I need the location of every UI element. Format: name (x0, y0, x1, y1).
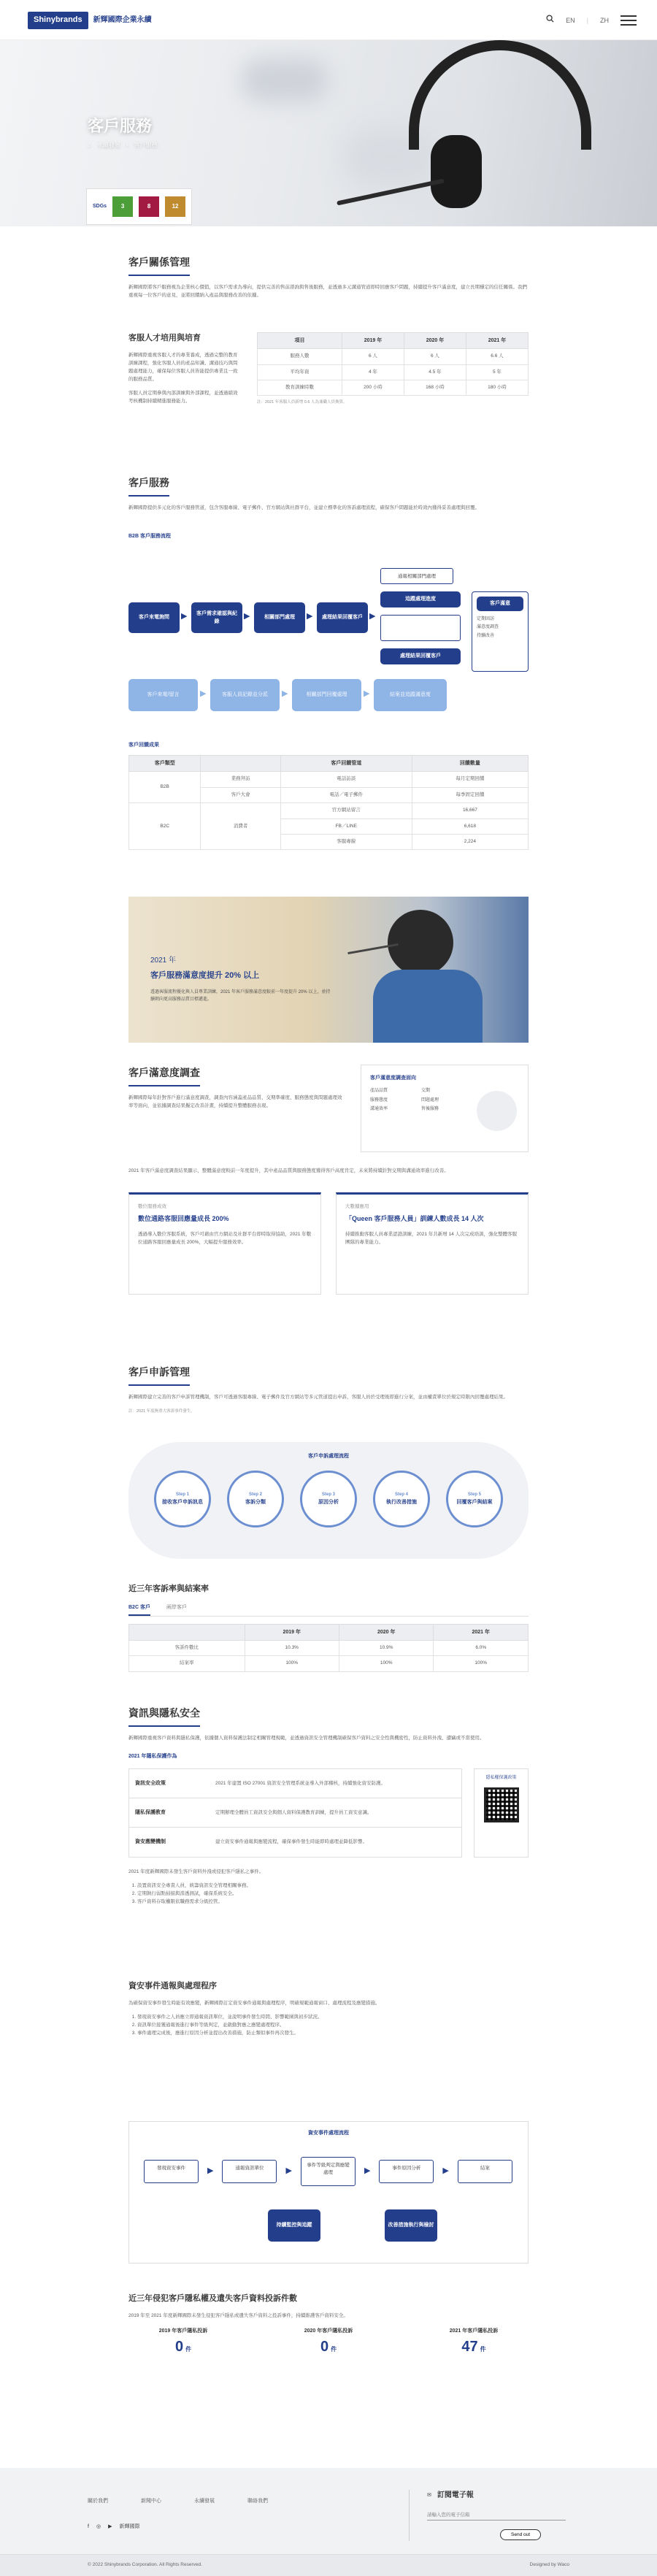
training-table (257, 332, 529, 396)
section-body: 新輝國際提供多元化的客戶服務管道，包含客服專線、電子郵件、官方網站與社群平台，並建立標準化的客訴處理流程，確保客戶問題能於時效內獲得妥善處理與回覆。 (128, 505, 480, 511)
section-title: 客戶滿意度調查 (128, 1065, 200, 1086)
table-header: 2019 年 (245, 1624, 339, 1640)
table-row: 教育訓練時數 200 小時 168 小時 180 小時 (258, 380, 529, 395)
flow-branch-box (380, 615, 461, 641)
list-item: 2. 定期執行弱點掃描與滲透測試，確保系統安全。 (137, 1890, 529, 1898)
flow-step-light: 結案並追蹤滿意度 (374, 679, 447, 711)
section-relations (128, 254, 529, 299)
flow-title: 客戶申訴處理流程 (308, 1454, 349, 1459)
social-label: 新輝國際 (119, 2524, 140, 2529)
incident-step: 通報資訊單位 (222, 2160, 277, 2183)
footer-link[interactable]: 新聞中心 (141, 2499, 161, 2504)
table-row: 平均年資 4 年 4.5 年 5 年 (258, 364, 529, 380)
incident-step: 事件等級判定與應變處理 (301, 2157, 356, 2186)
section-body: 為確保資安事件發生時能有效應變，新輝國際訂定資安事件通報與處理程序，明確規範通報窗口、處理流程及應變措施。 (128, 2000, 380, 2006)
incident-step: 持續監控與追蹤 (268, 2209, 320, 2242)
stat-card (336, 1192, 529, 1295)
flow-result-item: 定期回訪 (477, 617, 495, 621)
complaint-step: Step 5 回覆客戶與結案 (446, 1471, 503, 1527)
flow-result-box (472, 591, 529, 672)
card-title: 客戶滿意度調查面向 (370, 1076, 416, 1081)
hamburger-icon[interactable] (620, 15, 637, 26)
privacy-tag: 2021 年隱私保護作為 (128, 1754, 177, 1760)
qr-code-icon[interactable] (484, 1787, 519, 1822)
service-flow-diagram: 客戶來電詢問 ▶ 客戶需求確認與紀錄 ▶ 相關部門處理 ▶ 處理結果回覆客戶 ▶ 通報相關部門處理 追蹤處理進度 處理結果回覆客戶 客戶滿意 定期回訪 滿意度調查 持續改善 客戶來電/留言 ▶ 客服人員記錄並分派 ▶ 相關部門回覆處理 ▶ 結案並追蹤滿意度 (128, 562, 529, 723)
footer-link[interactable]: 聯絡我們 (247, 2499, 268, 2504)
table-row: B2B 業務拜訪 電話訪談 每月定期回饋 (129, 772, 529, 787)
table-row: 結案率 100% 100% 100% (129, 1656, 529, 1671)
complaint-flow (128, 1442, 529, 1559)
flow-branch: 通報相關部門處理 (380, 568, 453, 584)
lang-zh-link[interactable]: ZH (600, 16, 609, 24)
table-header: 2019 年 (342, 333, 404, 349)
subsection-title: 近三年客訴率與結案率 (128, 1584, 209, 1593)
facebook-icon[interactable]: f (88, 2524, 89, 2529)
survey-item: 交期 (421, 1089, 431, 1094)
table-header: 回饋數量 (412, 756, 528, 772)
sdg-3-icon: 3 (112, 196, 133, 217)
subsection-title: 近三年侵犯客戶隱私權及遺失客戶資料投訴件數 (128, 2294, 297, 2303)
subsection-title: 客服人才培用與培育 (128, 334, 201, 342)
section-incident (128, 1980, 529, 2037)
list-item: 3. 事件處理完成後，應進行原因分析並提出改善措施，防止類似事件再次發生。 (137, 2029, 529, 2037)
brand-logo-zh: 新輝國際企業永續 (93, 15, 152, 24)
sdg-12-icon: 12 (165, 196, 185, 217)
flow-tag: B2B 客戶服務流程 (128, 534, 171, 540)
section-body: 新輝國際建立完善的客戶申訴管理機制，客戶可透過客服專線、電子郵件及官方網站等多元管道提出申訴，客服人員於受理後即進行分案，並由權責單位於規定時限內回覆處理結果。 (128, 1395, 508, 1400)
youtube-icon[interactable]: ▶ (108, 2524, 112, 2529)
stat-item: 2019 年客戶隱私投訴 0 件 (158, 2328, 208, 2355)
banner-body: 透過客服流程優化與人員專業訓練，2021 年客戶服務滿意度較前一年度提升 20% 以上，並持續朝向更高服務品質目標邁進。 (150, 989, 331, 1002)
footer (0, 2468, 657, 2576)
sdg-badges (86, 188, 192, 225)
list-item: 1. 設置資訊安全專責人員，統籌資訊安全管理相關事務。 (137, 1882, 529, 1890)
copyright: © 2022 Shinybrands Corporation. All Rights Reserved. (88, 2562, 202, 2567)
satisfaction-body-2: 2021 年客戶滿意度調查結果顯示，整體滿意度較前一年度提升，其中產品品質與服務態度獲得客戶高度肯定，未來將持續針對交期與溝通效率進行改善。 (128, 1168, 449, 1173)
stat-tag: 大數據應用 (345, 1204, 369, 1210)
stat-body: 持續推動客服人員專業認證訓練，2021 年共新增 14 人次完成培訓，強化整體客服團隊的專業能力。 (345, 1231, 518, 1245)
section-title: 客戶服務 (128, 475, 169, 497)
incident-step: 結案 (458, 2160, 512, 2183)
sdg-8-icon: 8 (139, 196, 159, 217)
survey-item: 問題處理 (421, 1097, 439, 1103)
list-item: 2. 資訊單位接獲通報後進行事件等級判定，並啟動對應之應變處理程序。 (137, 2021, 529, 2029)
flow-branch: 追蹤處理進度 (380, 591, 461, 607)
sdg-label: SDGs (93, 204, 107, 210)
headset-illustration (409, 40, 591, 150)
privacy-row: 隱私保護教育 定期辦理全體員工資訊安全與個人資料保護教育訓練，提升員工資安意識。 (129, 1798, 461, 1828)
section-complaint-stats (128, 1583, 529, 1672)
stat-item: 2020 年客戶隱私投訴 0 件 (304, 2328, 353, 2355)
tab-b2c[interactable]: B2C 客戶 (128, 1603, 150, 1616)
table-header: 2020 年 (404, 333, 466, 349)
survey-card (361, 1065, 529, 1152)
breadcrumb-item[interactable]: 永續發展 (96, 142, 120, 148)
section-title: 客戶關係管理 (128, 254, 190, 276)
flow-step: 客戶來電詢問 (128, 602, 180, 633)
complaint-step: Step 2 客訴分類 (227, 1471, 284, 1527)
section-note: 註：2021 年度無重大客訴事件發生。 (128, 1409, 195, 1414)
lang-divider: | (586, 16, 588, 24)
flow-step-light: 客服人員記錄並分派 (210, 679, 280, 711)
subscribe-title: 訂閱電子報 (437, 2491, 474, 2499)
privacy-qr-card (474, 1768, 529, 1858)
section-satisfaction (128, 1065, 529, 1295)
complaint-step: Step 4 執行改善措施 (373, 1471, 430, 1527)
table-header: 2020 年 (339, 1624, 434, 1640)
breadcrumb: ⌂ 永續發展 › 客戶服務 (88, 141, 158, 150)
stat-item: 2021 年客戶隱私投訴 47 件 (449, 2328, 499, 2355)
table-header: 2021 年 (434, 1624, 529, 1640)
tab-cross-strait[interactable]: 兩岸客戶 (166, 1604, 187, 1610)
survey-item: 服務態度 (370, 1097, 388, 1103)
section-title: 資訊與隱私安全 (128, 1705, 200, 1727)
table-row: 客訴件數比 10.3% 10.9% 6.0% (129, 1640, 529, 1655)
survey-item: 產品品質 (370, 1089, 388, 1094)
incident-list (137, 2013, 529, 2037)
table-row: 客戶大會 電話／電子郵件 每季固定回饋 (129, 787, 529, 802)
complaint-stats-table (128, 1624, 529, 1672)
table-row: 客服專線 2,224 (129, 834, 529, 849)
list-item: 3. 客戶資料存取權限依職務需求分級控管。 (137, 1898, 529, 1906)
achievement-banner (128, 897, 529, 1043)
privacy-list (137, 1882, 529, 1906)
flow-title: 資安事件處理流程 (308, 2131, 349, 2136)
incident-step: 改善措施執行與檢討 (385, 2209, 437, 2242)
banner-year: 2021 年 (150, 957, 177, 965)
lang-en-link[interactable]: EN (566, 16, 575, 24)
survey-item: 售後服務 (421, 1107, 439, 1112)
footer-link[interactable]: 永續發展 (194, 2499, 215, 2504)
table-header: 客戶類型 (129, 756, 201, 772)
brand-logo[interactable] (28, 12, 152, 29)
channels-table (128, 755, 529, 850)
search-icon[interactable] (546, 15, 554, 26)
table-row: 服務人數 6 人 6 人 6.6 人 (258, 349, 529, 364)
table-header: 客戶回饋管道 (280, 756, 412, 772)
section-body: 新輝國際重視客戶資料與隱私保護，依據個人資料保護法制定相關管理規範，並透過資訊安全管理機制確保客戶資料之安全性與機密性，防止資料外洩、遭竊或不當使用。 (128, 1736, 485, 1741)
section-body: 2019 年至 2021 年度新輝國際未發生侵犯客戶隱私或遺失客戶資料之投訴事件，持續維護客戶資料安全。 (128, 2312, 348, 2318)
section-service (128, 475, 529, 541)
instagram-icon[interactable]: ◎ (96, 2524, 101, 2529)
flow-result-title: 客戶滿意 (477, 597, 523, 611)
privacy-row: 資訊安全政策 2021 年建置 ISO 27001 資訊安全管理系統並導入外部稽核，持續強化資安防護。 (129, 1769, 461, 1798)
mail-icon: ✉ (427, 2493, 431, 2499)
survey-icon (477, 1091, 517, 1131)
section-privacy (128, 1705, 529, 1906)
flow-step-light: 相關部門回覆處理 (292, 679, 361, 711)
section-channels (128, 741, 529, 850)
section-complaint (128, 1364, 529, 1415)
stat-body: 透過導入數位客服系統，客戶可藉由官方網站及社群平台即時取得協助，2021 年數位通路客服回應量成長 200%，大幅提升服務效率。 (138, 1231, 312, 1245)
flow-step: 處理結果回覆客戶 (380, 648, 461, 664)
section-training (128, 332, 529, 406)
qr-label: 隱私權保護政策 (485, 1775, 517, 1780)
section-privacy-stats (128, 2293, 529, 2358)
email-field[interactable] (427, 2510, 566, 2521)
section-title: 客戶申訴管理 (128, 1364, 190, 1386)
incident-step: 發現資安事件 (144, 2160, 199, 2183)
table-header: 項目 (258, 333, 342, 349)
complaint-step: Step 1 接收客戶申訴訊息 (154, 1471, 211, 1527)
privacy-measures (128, 1768, 462, 1858)
table-row: B2C 消費者 官方網站留言 16,667 (129, 803, 529, 819)
list-item: 1. 發現資安事件之人員應立即通報資訊單位，並說明事件發生時間、影響範圍與初步狀況。 (137, 2013, 529, 2021)
stat-tag: 數位服務成效 (138, 1204, 166, 1210)
privacy-body-2: 2021 年度新輝國際未發生客戶資料外洩或侵犯客戶隱私之事件。 (128, 1868, 264, 1874)
subsection-title: 資安事件通報與處理程序 (128, 1982, 217, 1990)
breadcrumb-item: 客戶服務 (134, 142, 158, 148)
table-row: FB／LINE 6,618 (129, 819, 529, 834)
flow-step: 相關部門處理 (254, 602, 305, 633)
page-title: 客戶服務 (88, 117, 153, 135)
stat-card (128, 1192, 321, 1295)
flow-result-item: 持續改善 (477, 633, 495, 638)
training-body-2: 客服人員定期參與內部訓練與外部課程，並透過績效考核機制持續精進服務能力。 (128, 390, 238, 404)
table-header: 2021 年 (466, 333, 528, 349)
privacy-row: 資安應變機制 建立資安事件通報與應變流程，確保事件發生時能即時處理並降低影響。 (135, 1839, 367, 1845)
survey-item: 溝通效率 (370, 1107, 388, 1112)
design-credit[interactable]: Designed by Waco (529, 2562, 569, 2567)
table-note: 註：2021 年客服人員新增 0.6 人為兼職人員換算。 (257, 400, 347, 405)
incident-flow: 資安事件處理流程 發現資安事件 ▶ 通報資訊單位 ▶ 事件等級判定與應變處理 ▶ 事件原因分析 ▶ 結案 持續監控與追蹤 改善措施執行與檢討 (128, 2121, 529, 2263)
home-icon[interactable]: ⌂ (88, 142, 91, 148)
flow-step-light: 客戶來電/留言 (128, 679, 198, 711)
section-body: 新輝國際將客戶服務視為企業核心價值，以客戶需求為導向，提供完善的售前諮詢與售後服務，並透過多元溝通管道即時回應客戶問題，持續提升客戶滿意度，建立長期穩定的信任關係。我們重視每一位客戶的意見，並將回饋納入產品與服務改善的依據。 (128, 285, 527, 299)
send-button[interactable]: Send out (500, 2529, 541, 2540)
banner-headline: 客戶服務滿意度提升 20% 以上 (150, 971, 260, 980)
complaint-step: Step 3 原因分析 (300, 1471, 357, 1527)
table-tag: 客戶回饋成果 (128, 743, 159, 748)
section-body: 新輝國際每年針對客戶進行滿意度調查，調查內容涵蓋產品品質、交期準確度、服務態度與問題處理效率等面向，並依據調查結果擬定改善計畫，持續提升整體服務表現。 (128, 1095, 342, 1109)
stat-title: 數位通路客服回應量成長 200% (138, 1215, 229, 1223)
footer-link[interactable]: 關於我們 (88, 2499, 108, 2504)
top-nav (0, 0, 657, 40)
incident-step: 事件原因分析 (379, 2160, 434, 2183)
stat-title: 「Queen 客戶服務人員」訓練人數成長 14 人次 (345, 1215, 484, 1223)
flow-step: 處理結果回覆客戶 (317, 602, 368, 633)
brand-logo-en: Shinybrands (28, 12, 88, 29)
flow-result-item: 滿意度調查 (477, 625, 499, 630)
training-body: 新輝國際重視客服人才的專業養成，透過完整的教育訓練課程，強化客服人員的產品知識、溝通技巧與問題處理能力，確保每位客服人員皆能提供專業且一致的服務品質。 (128, 352, 238, 382)
flow-step: 客戶需求確認與紀錄 (191, 602, 242, 633)
